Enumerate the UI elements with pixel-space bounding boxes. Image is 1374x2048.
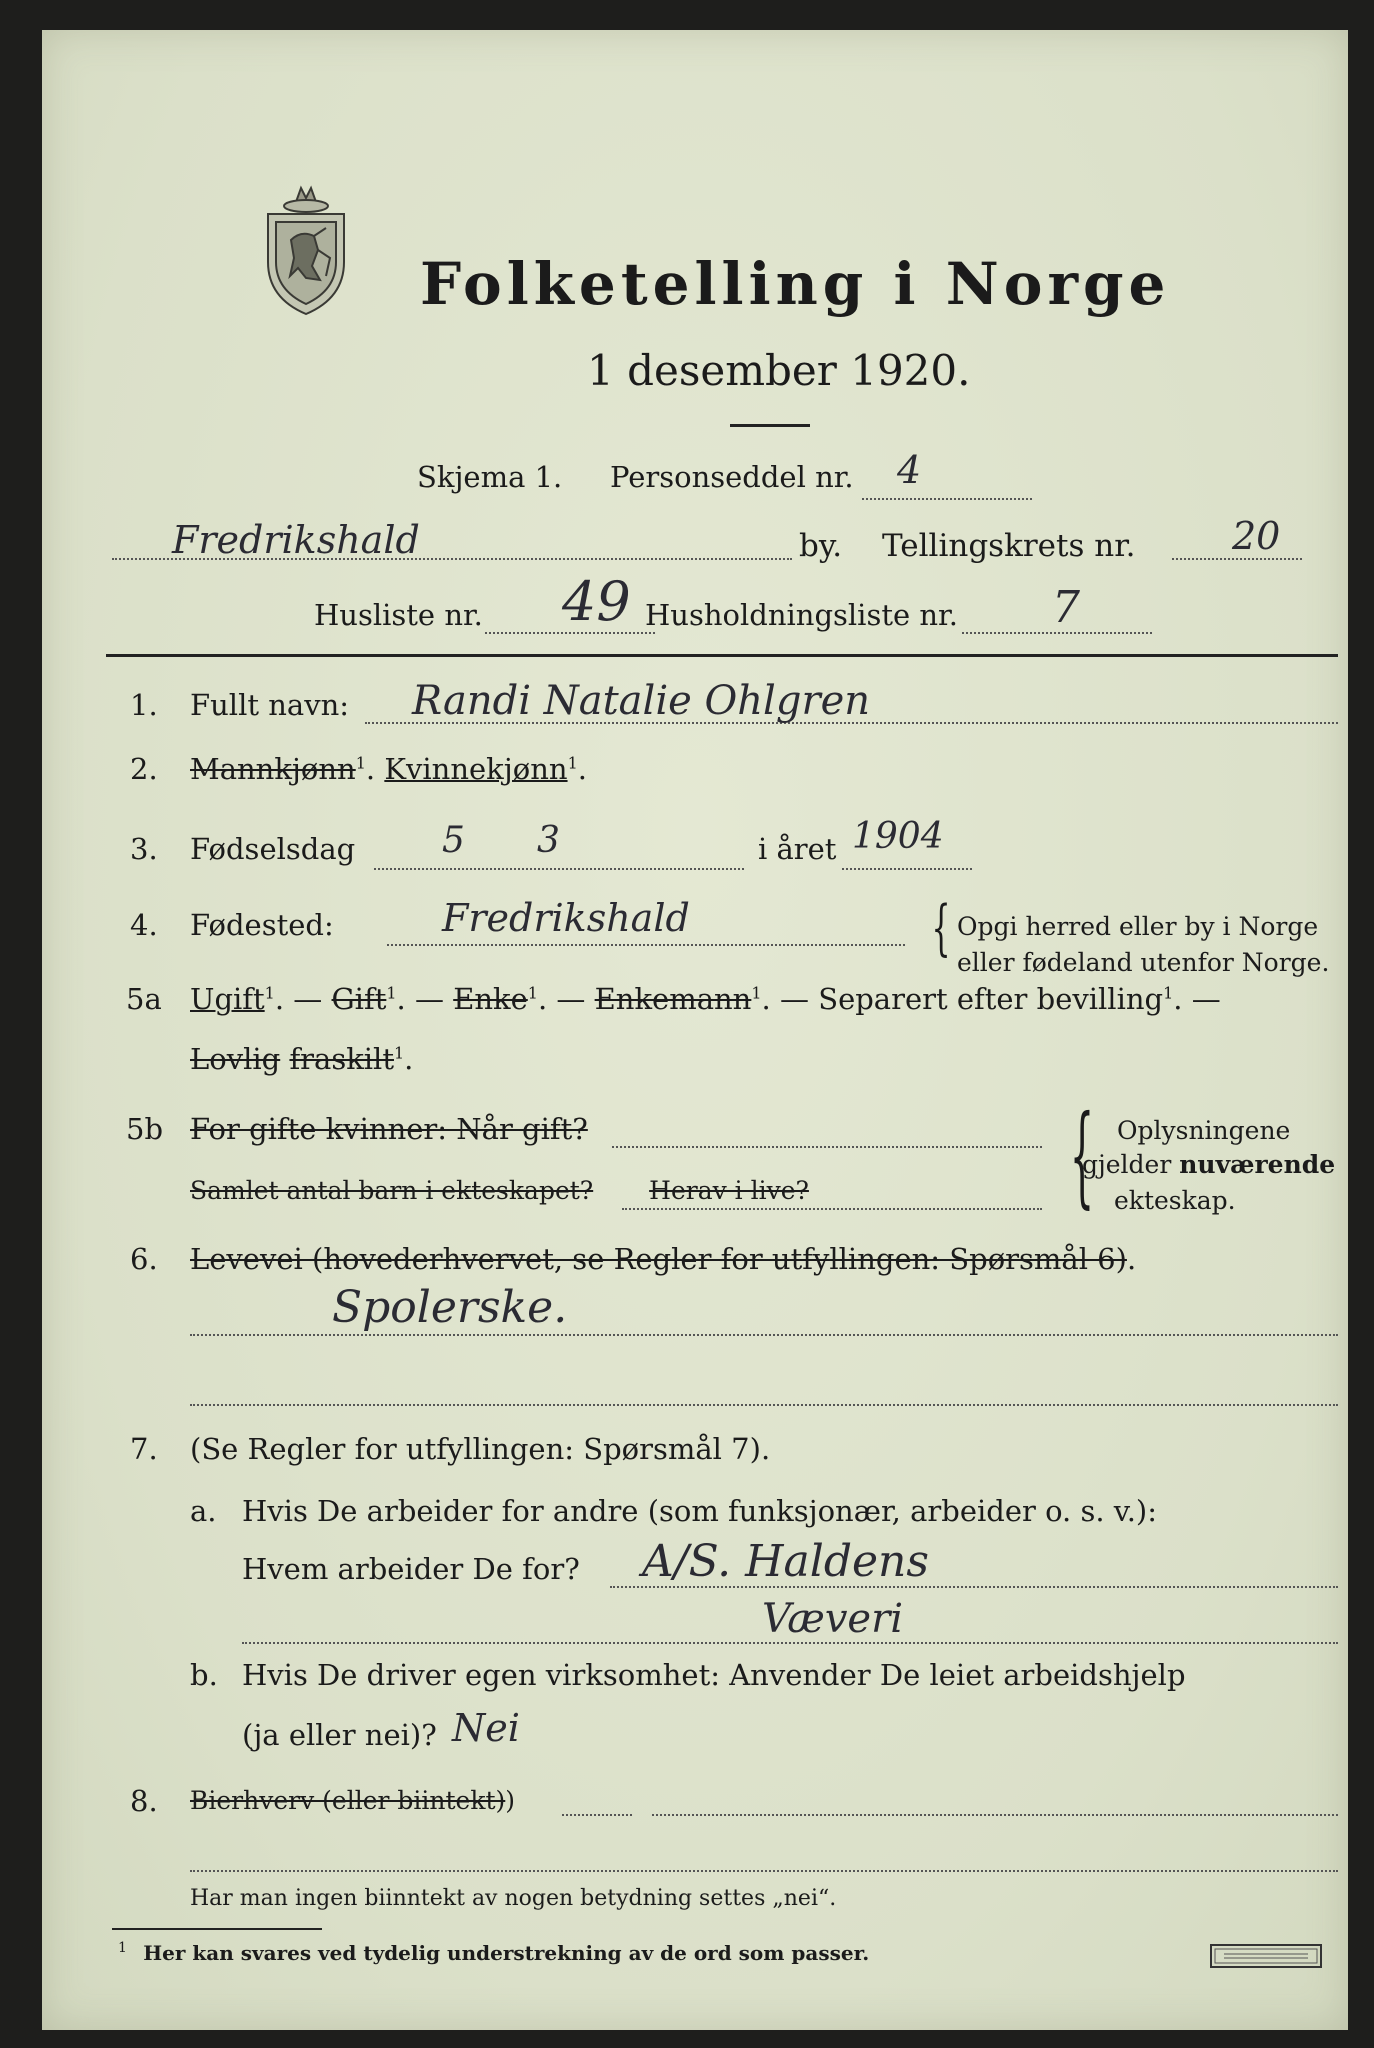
husholdningsliste-label: Husholdningsliste nr. (645, 598, 958, 632)
q6-line-1 (190, 1334, 1338, 1336)
q4-brace: { (931, 893, 951, 963)
q7a-letter: a. (190, 1494, 217, 1528)
q5b-brace: { (1069, 1091, 1095, 1219)
q1-label: Fullt navn: (190, 688, 350, 722)
q5a-dash-5: — (1191, 982, 1221, 1016)
q2-sep: . (365, 752, 376, 786)
q5b-line2-dots (622, 1208, 1042, 1210)
q7a-value-1: A/S. Haldens (642, 1536, 929, 1587)
q7b-letter: b. (190, 1658, 218, 1692)
q4-label: Fødested: (190, 908, 334, 942)
q5a-sup-separert: 1 (1163, 983, 1174, 1003)
q6-number: 6. (130, 1242, 158, 1276)
q6-line-2 (190, 1404, 1338, 1406)
q5b-note-2 (1082, 1150, 1335, 1179)
tellingskrets-line (1172, 558, 1302, 560)
header-divider (106, 654, 1338, 657)
husliste-label: Husliste nr. (314, 598, 483, 632)
q2-mannkjonn: Mannkjønn (190, 752, 356, 786)
q5a-dash-1: — (293, 982, 323, 1016)
husliste-value: 49 (562, 570, 631, 633)
q5a-sup-gift: 1 (386, 983, 397, 1003)
q7b-line2: (ja eller nei)? (242, 1718, 437, 1752)
q1-number: 1. (130, 688, 158, 722)
q2-sup-1: 1 (355, 753, 366, 773)
q5b-line1-dots (612, 1146, 1042, 1148)
personseddel-value: 4 (897, 448, 922, 492)
census-form-page (42, 30, 1348, 2030)
q1-value: Randi Natalie Ohlgren (412, 678, 871, 724)
q7-number: 7. (130, 1432, 158, 1466)
q5a-gift: Gift (331, 982, 387, 1016)
q4-value: Fredrikshald (442, 896, 690, 940)
q7-label: (Se Regler for utfyllingen: Spørsmål 7). (190, 1432, 771, 1466)
q5b-samlet: Samlet antal barn i ekteskapet? (190, 1176, 594, 1205)
q5b-line1: For gifte kvinner: Når gift? (190, 1112, 588, 1146)
q8-number: 8. (130, 1784, 158, 1818)
footnote-text: Her kan svares ved tydelig understrekning av de ord som passer. (143, 1940, 870, 1965)
q2-sup-2: 1 (567, 753, 578, 773)
personseddel-line (862, 498, 1032, 500)
q3-label: Fødselsdag (190, 832, 356, 866)
q7b-line1: Hvis De driver egen virksomhet: Anvender De leiet arbeidshjelp (242, 1658, 1186, 1692)
q3-month: 3 (537, 820, 560, 861)
q7a-value-2: Væveri (762, 1596, 903, 1642)
q2-kvinnekjonn: Kvinnekjønn (384, 752, 568, 786)
title-divider (730, 424, 810, 427)
q7a-line1: Hvis De arbeider for andre (som funksjonær, arbeider o. s. v.): (242, 1494, 1158, 1528)
q5a-dot-3: . (537, 982, 548, 1016)
q5a-sup-fraskilt: 1 (393, 1043, 405, 1063)
q5a-sup-enkemann: 1 (751, 983, 762, 1003)
q3-year-label: i året (758, 832, 837, 866)
q3-day: 5 (442, 820, 465, 861)
q4-note-2: eller fødeland utenfor Norge. (957, 948, 1330, 977)
q2-end: . (577, 752, 587, 786)
q5a-ugift: Ugift (190, 982, 265, 1016)
q5b-number: 5b (126, 1112, 164, 1146)
q5a-dot-4: . (761, 982, 771, 1016)
form-title: Folketelling i Norge (420, 250, 1171, 318)
q5a-dash-4: — (779, 982, 809, 1016)
q7a-line2: Hvem arbeider De for? (242, 1552, 580, 1586)
q5a-dash-2: — (414, 982, 444, 1016)
q3-number: 3. (130, 832, 158, 866)
q8-label: Bierhverv (eller biintekt) (190, 1786, 506, 1815)
q5a-dot-5: . (1173, 982, 1183, 1016)
q5b-note-3: ekteskap. (1114, 1186, 1236, 1215)
by-label: by. (799, 528, 843, 564)
q5b-note-gjelder: gjelder (1082, 1150, 1172, 1179)
q6-value: Spolerske. (332, 1282, 568, 1333)
q5a-options (190, 982, 1221, 1016)
q8-line-1 (562, 1814, 632, 1816)
q5a-enke: Enke (453, 982, 528, 1016)
q6-label-wrap (190, 1242, 1136, 1276)
q5a-enkemann: Enkemann (594, 982, 752, 1016)
q3-year: 1904 (852, 816, 944, 857)
q5b-note-nuvarende: nuværende (1179, 1150, 1336, 1179)
q5a-dash-3: — (556, 982, 586, 1016)
q5a-separert: Separert efter bevilling (818, 982, 1164, 1016)
q5a-fraskilt: fraskilt (289, 1042, 394, 1076)
q3-day-line (374, 868, 744, 870)
biintekt-note: Har man ingen biinntekt av nogen betydning settes „nei“. (190, 1886, 837, 1911)
q6-label-end: . (1126, 1242, 1137, 1276)
footnote (118, 1940, 869, 1965)
footnote-mark: 1 (118, 1940, 127, 1956)
tellingskrets-value: 20 (1232, 514, 1281, 558)
q5a-dot-2: . (396, 982, 406, 1016)
q5a-sup-enke: 1 (527, 983, 538, 1003)
q3-year-line (842, 868, 972, 870)
census-date: 1 desember 1920. (587, 346, 971, 395)
q4-note-1: Opgi herred eller by i Norge (957, 912, 1319, 941)
norway-coat-of-arms-emblem (256, 180, 356, 320)
q5b-note-1: Oplysningene (1117, 1116, 1291, 1145)
q5a-dot-1: . (274, 982, 285, 1016)
q5a-lovlig: Lovlig (190, 1042, 281, 1076)
q4-number: 4. (130, 908, 158, 942)
q6-label: Levevei (hovederhvervet, se Regler for utfyllingen: Spørsmål 6) (190, 1242, 1127, 1276)
q4-line (387, 944, 905, 946)
city-value: Fredrikshald (172, 518, 420, 562)
q2-number: 2. (130, 752, 158, 786)
q5b-line2 (190, 1176, 809, 1205)
printer-stamp (1210, 1944, 1322, 1968)
q8-line-3 (190, 1870, 1338, 1872)
q5a-dot-6: . (404, 1042, 414, 1076)
husholdningsliste-value: 7 (1052, 582, 1080, 633)
footnote-divider (112, 1928, 322, 1930)
q5a-number: 5a (126, 982, 162, 1016)
q8-line-2 (652, 1814, 1338, 1816)
personseddel-label: Personseddel nr. (610, 460, 854, 494)
q5a-options-line2 (190, 1042, 413, 1076)
q8-label-wrap (190, 1786, 515, 1815)
q2-options (190, 752, 587, 786)
q8-label-end: ) (505, 1786, 516, 1815)
q5b-herav: Herav i live? (649, 1176, 809, 1205)
q5a-sup-ugift: 1 (264, 983, 275, 1003)
q7b-value: Nei (452, 1706, 520, 1750)
tellingskrets-label: Tellingskrets nr. (882, 528, 1136, 564)
q7a-line3-dots (242, 1642, 1338, 1644)
skjema-label: Skjema 1. (417, 460, 563, 494)
